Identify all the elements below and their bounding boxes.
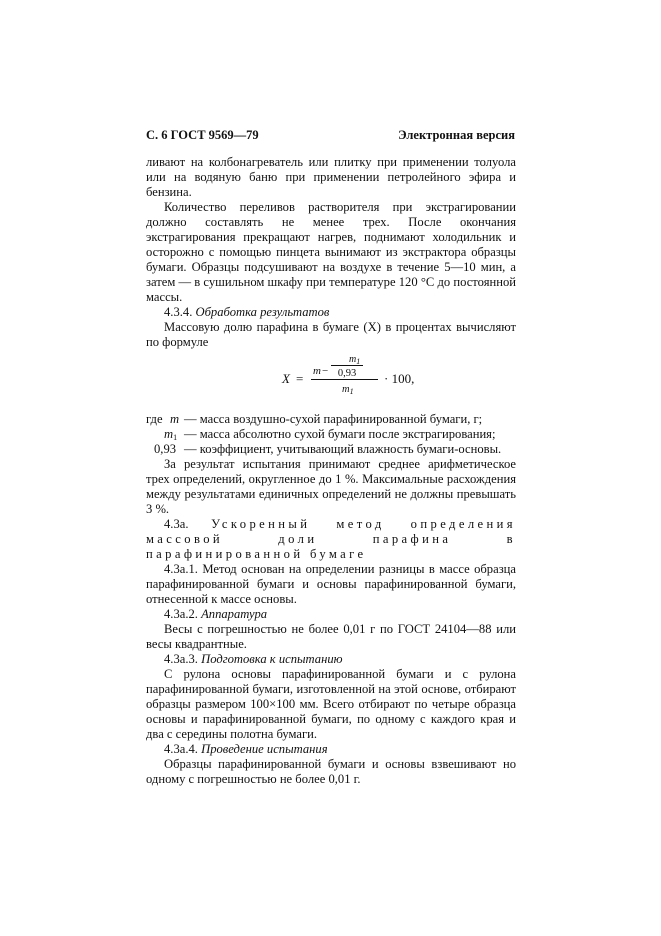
formula-inner-numerator: $m_1$ [349, 354, 361, 366]
section-title: Подготовка к испытанию [201, 652, 343, 666]
formula-inner-denominator: 0,93 [337, 368, 357, 379]
paragraph-apparatus: Весы с погрешностью не более 0,01 г по ГОСТ 24104—88 или весы квадрантные. [146, 622, 516, 651]
definition-text: — масса воздушно-сухой парафинированной бумаги, г; [184, 412, 483, 426]
paragraph-formula-intro: Массовую долю парафина в бумаге (X) в процентах вычисляют по формуле [146, 320, 516, 349]
definition-m: где m — масса воздушно-сухой парафинированной бумаги, г; [146, 412, 483, 426]
paragraph-method: 4.3а.1. Метод основан на определении разницы в массе образца парафинированной бумаги и основы парафинированной бумаги, отнесенной к массе основы. [146, 562, 516, 606]
formula-minus: − [322, 365, 329, 377]
paragraph-procedure: Образцы парафинированной бумаги и основы взвешивают но одному с погрешностью не более 0,01 г. [146, 757, 516, 786]
section-title: Проведение испытания [201, 742, 328, 756]
section-heading-4-3a: 4.3а. Ускоренный метод определения массовой доли парафина в парафинированной бумаге [146, 517, 516, 561]
section-heading-4-3a-2: 4.3а.2. Аппаратура [164, 607, 268, 621]
formula-denominator: $m_1$ [342, 384, 354, 396]
definition-coefficient: 0,93 — коэффициент, учитывающий влажность бумаги-основы. [154, 442, 502, 456]
formula-lhs: X [282, 371, 290, 386]
definition-m1: $m_1$ — масса абсолютно сухой бумаги после экстрагирования; [164, 427, 496, 442]
formula-tail: · 100, [384, 371, 415, 386]
section-title: Обработка результатов [195, 305, 330, 319]
page-header-version: Электронная версия [398, 128, 515, 142]
definition-text: — масса абсолютно сухой бумаги после экстрагирования; [184, 427, 496, 441]
formula-numerator [311, 356, 378, 378]
section-number: 4.3.4. [164, 305, 193, 319]
page-header-standard: С. 6 ГОСТ 9569—79 [146, 128, 259, 142]
formula-m: m [313, 365, 321, 377]
section-heading-4-3a-4: 4.3а.4. Проведение испытания [164, 742, 328, 756]
section-heading-4-3-4 [146, 305, 516, 320]
paragraph-result: За результат испытания принимают среднее арифметическое трех определений, округленное до 1 %. Максимальные расхождения между результатами единичных определений не должны превышать 3 %. [146, 457, 516, 516]
paragraph-extraction: Количество переливов растворителя при экстрагировании должно составлять не менее трех. После окончания экстрагирования прекращают нагрев, поднимают холодильник и осторожно с помощью пинцета вынимают из экстрактора образцы бумаги. Образцы подсушивают на воздухе в течение 5—10 мин, а затем — в сушильном шкафу при температуре 120 °С до постоянной массы. [146, 200, 516, 304]
section-title: Ускоренный метод определения массовой доли парафина в парафинированной бумаге [146, 517, 516, 561]
formula-fraction-line [311, 379, 378, 380]
paragraph-preparation: С рулона основы парафинированной бумаги и с рулона парафинированной бумаги, изготовленной на этой основе, отбирают образцы размером 100×100 мм. Всего отбирают по четыре образца основы и парафинированной бумаги, по одному с каждого края и два с середины полотна бумаги. [146, 667, 516, 741]
paragraph-continuation: ливают на колбонагреватель или плитку при применении толуола или на водяную баню при применении петролейного эфира и бензина. [146, 155, 516, 199]
paraffin-formula [146, 354, 516, 406]
formula-equals: = [296, 371, 304, 386]
definition-text: — коэффициент, учитывающий влажность бумаги-основы. [184, 442, 502, 456]
document-body [146, 155, 516, 787]
where-prefix: где [146, 412, 163, 426]
section-title: Аппаратура [201, 607, 268, 621]
section-heading-4-3a-3: 4.3а.3. Подготовка к испытанию [164, 652, 343, 666]
